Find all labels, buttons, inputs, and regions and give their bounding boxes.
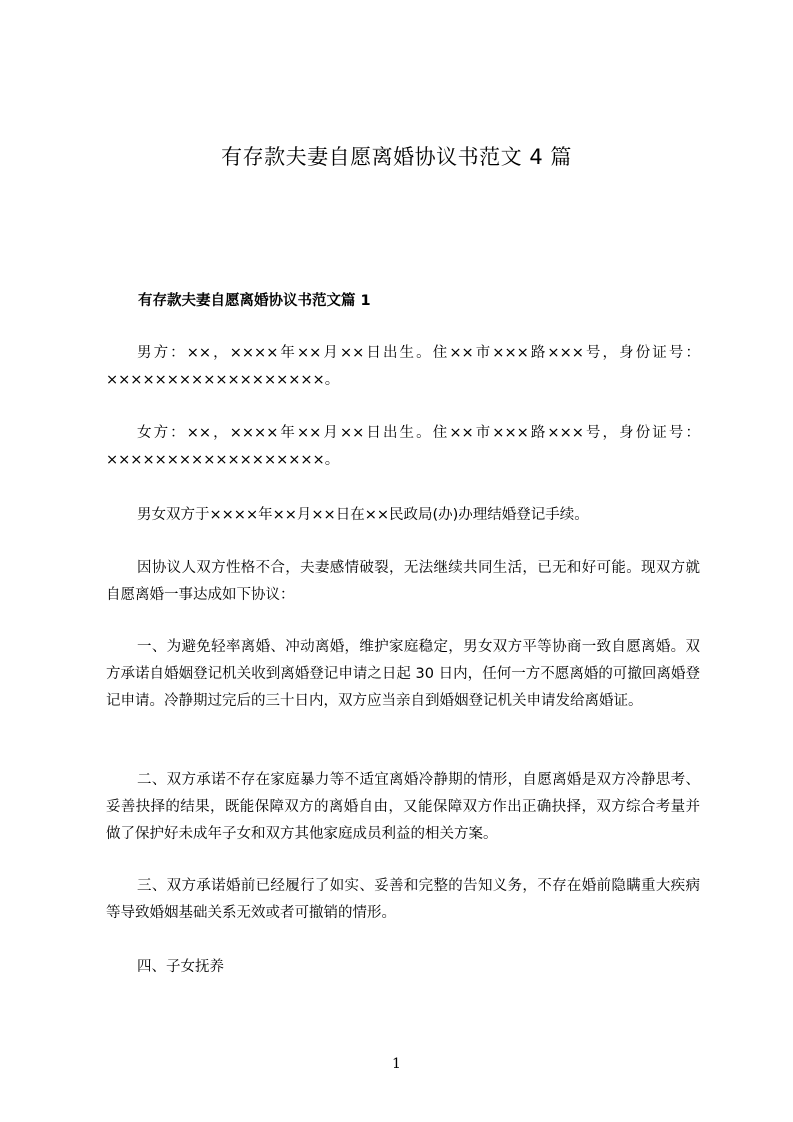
document-title: 有存款夫妻自愿离婚协议书范文 4 篇: [221, 145, 572, 169]
paragraph-marriage-registration: 男女双方于××××年××月××日在××民政局(办)办理结婚登记手续。: [137, 507, 589, 523]
section-heading: 有存款夫妻自愿离婚协议书范文篇 1: [138, 293, 371, 309]
paragraph-female-party: 女方：××，××××年××月××日出生。住××市×××路×××号，身份证号：××××××××××××××××××。: [106, 425, 700, 468]
paragraph-clause-2: 二、双方承诺不存在家庭暴力等不适宜离婚冷静期的情形，自愿离婚是双方冷静思考、妥善抉择的结果，既能保障双方的离婚自由，又能保障双方作出正确抉择，双方综合考量并做了保护好未成年子女和双方其他家庭成员利益的相关方案。: [106, 772, 700, 842]
paragraph-clause-4-heading: 四、子女抚养: [137, 959, 224, 975]
paragraph-divorce-reason: 因协议人双方性格不合，夫妻感情破裂，无法继续共同生活，已无和好可能。现双方就自愿离婚一事达成如下协议：: [106, 560, 700, 603]
paragraph-male-party: 男方：××，××××年××月××日出生。住××市×××路×××号，身份证号：××××××××××××××××××。: [106, 345, 700, 388]
paragraph-clause-1: 一、为避免轻率离婚、冲动离婚，维护家庭稳定，男女双方平等协商一致自愿离婚。双方承诺自婚姻登记机关收到离婚登记申请之日起 30 日内，任何一方不愿离婚的可撤回离婚登记申请。冷静期过完后的三十日内，双方应当亲自到婚姻登记机关申请发给离婚证。: [106, 639, 700, 709]
page-number: 1: [392, 1056, 401, 1072]
paragraph-clause-3: 三、双方承诺婚前已经履行了如实、妥善和完整的告知义务，不存在婚前隐瞒重大疾病等导致婚姻基础关系无效或者可撤销的情形。: [106, 878, 700, 921]
